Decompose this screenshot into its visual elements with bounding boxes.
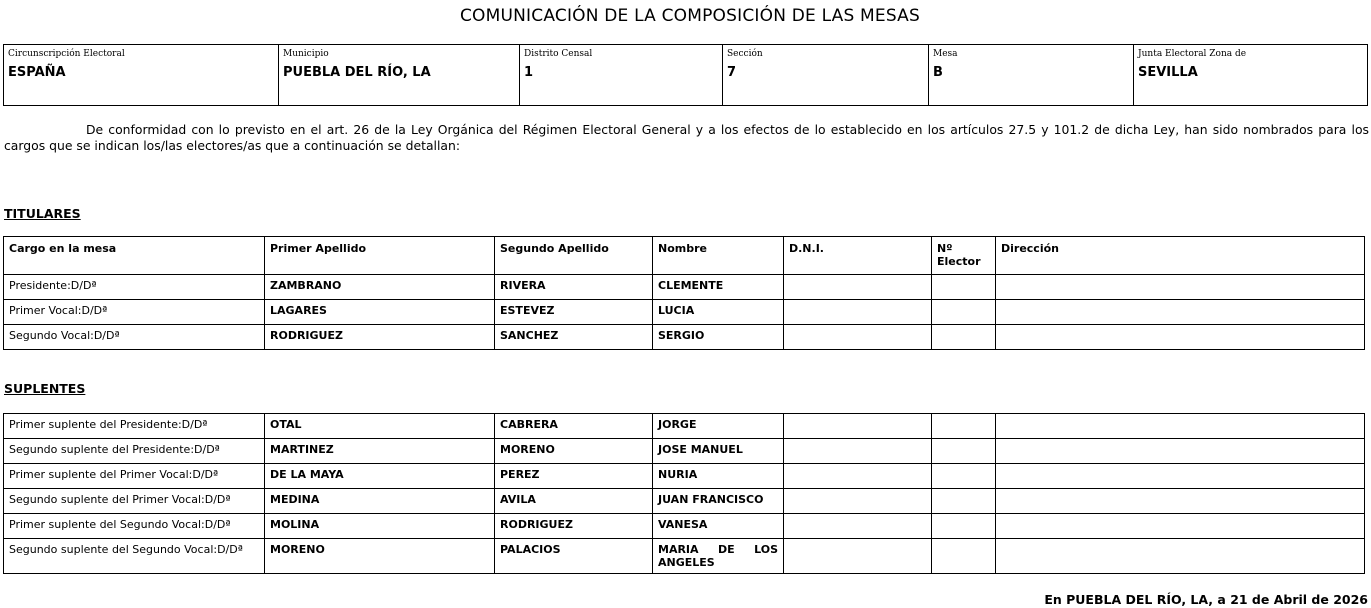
cargo-cell: Primer suplente del Primer Vocal:D/Dª	[4, 464, 265, 489]
ap1-cell: OTAL	[265, 414, 495, 439]
footer-date-place: En PUEBLA DEL RÍO, LA, a 21 de Abril de 2026	[1044, 592, 1368, 607]
seccion-value: 7	[727, 65, 737, 80]
ap1-cell: MORENO	[265, 539, 495, 574]
nombre-cell: CLEMENTE	[653, 275, 784, 300]
elector-cell	[932, 325, 996, 350]
seccion-cell	[723, 45, 929, 106]
direccion-cell	[996, 414, 1365, 439]
titulares-header-row	[4, 237, 1365, 275]
direccion-cell	[996, 489, 1365, 514]
dni-cell	[784, 275, 932, 300]
nombre-cell: JUAN FRANCISCO	[653, 489, 784, 514]
nombre-cell: VANESA	[653, 514, 784, 539]
junta-label: Junta Electoral Zona de	[1138, 49, 1247, 59]
ap1-cell: MEDINA	[265, 489, 495, 514]
elector-cell	[932, 439, 996, 464]
col-elector-header: Nº Elector	[932, 237, 996, 275]
dni-cell	[784, 414, 932, 439]
mesa-cell	[929, 45, 1134, 106]
table-row	[4, 539, 1365, 574]
titulares-table	[3, 236, 1365, 350]
elector-cell	[932, 414, 996, 439]
cargo-cell: Presidente:D/Dª	[4, 275, 265, 300]
direccion-cell	[996, 539, 1365, 574]
direccion-cell	[996, 514, 1365, 539]
ap1-cell: ZAMBRANO	[265, 275, 495, 300]
nombre-cell: LUCIA	[653, 300, 784, 325]
junta-value: SEVILLA	[1138, 65, 1198, 80]
cargo-cell: Primer Vocal:D/Dª	[4, 300, 265, 325]
elector-cell	[932, 464, 996, 489]
table-row	[4, 464, 1365, 489]
table-row	[4, 300, 1365, 325]
header-table	[3, 44, 1368, 106]
cargo-cell: Primer suplente del Segundo Vocal:D/Dª	[4, 514, 265, 539]
dni-cell	[784, 439, 932, 464]
dni-cell	[784, 325, 932, 350]
ap2-cell: CABRERA	[495, 414, 653, 439]
elector-cell	[932, 514, 996, 539]
intro-paragraph	[4, 122, 1369, 154]
nombre-cell: SERGIO	[653, 325, 784, 350]
direccion-cell	[996, 300, 1365, 325]
page-title: COMUNICACIÓN DE LA COMPOSICIÓN DE LAS MESAS	[459, 6, 920, 26]
circunscripcion-cell	[4, 45, 279, 106]
ap1-cell: MARTINEZ	[265, 439, 495, 464]
nombre-cell: JORGE	[653, 414, 784, 439]
table-row	[4, 325, 1365, 350]
junta-cell	[1134, 45, 1368, 106]
dni-cell	[784, 514, 932, 539]
col-ap2-header: Segundo Apellido	[495, 237, 653, 275]
ap2-cell: AVILA	[495, 489, 653, 514]
table-row	[4, 275, 1365, 300]
ap1-cell: MOLINA	[265, 514, 495, 539]
ap2-cell: PALACIOS	[495, 539, 653, 574]
table-row	[4, 514, 1365, 539]
titulares-heading: TITULARES	[4, 206, 81, 221]
nombre-cell: NURIA	[653, 464, 784, 489]
suplentes-table	[3, 413, 1365, 574]
distrito-value: 1	[524, 65, 534, 80]
ap1-cell: RODRIGUEZ	[265, 325, 495, 350]
distrito-label: Distrito Censal	[524, 49, 593, 59]
ap1-cell: LAGARES	[265, 300, 495, 325]
nombre-cell: MARIA DE LOS ANGELES	[653, 539, 784, 574]
cargo-cell: Segundo suplente del Primer Vocal:D/Dª	[4, 489, 265, 514]
municipio-label: Municipio	[283, 49, 329, 59]
table-row	[4, 489, 1365, 514]
dni-cell	[784, 539, 932, 574]
direccion-cell	[996, 325, 1365, 350]
ap2-cell: RODRIGUEZ	[495, 514, 653, 539]
seccion-label: Sección	[727, 49, 763, 59]
elector-cell	[932, 275, 996, 300]
mesa-value: B	[933, 65, 943, 80]
ap2-cell: PEREZ	[495, 464, 653, 489]
ap2-cell: SANCHEZ	[495, 325, 653, 350]
dni-cell	[784, 489, 932, 514]
cargo-cell: Primer suplente del Presidente:D/Dª	[4, 414, 265, 439]
elector-cell	[932, 489, 996, 514]
ap2-cell: ESTEVEZ	[495, 300, 653, 325]
col-ap1-header: Primer Apellido	[265, 237, 495, 275]
direccion-cell	[996, 439, 1365, 464]
cargo-cell: Segundo suplente del Segundo Vocal:D/Dª	[4, 539, 265, 574]
cargo-cell: Segundo Vocal:D/Dª	[4, 325, 265, 350]
ap2-cell: RIVERA	[495, 275, 653, 300]
table-row	[4, 414, 1365, 439]
col-nombre-header: Nombre	[653, 237, 784, 275]
cargo-cell: Segundo suplente del Presidente:D/Dª	[4, 439, 265, 464]
mesa-label: Mesa	[933, 49, 958, 59]
municipio-value: PUEBLA DEL RÍO, LA	[283, 65, 431, 80]
elector-cell	[932, 300, 996, 325]
table-row	[4, 439, 1365, 464]
ap2-cell: MORENO	[495, 439, 653, 464]
col-cargo-header: Cargo en la mesa	[4, 237, 265, 275]
municipio-cell	[279, 45, 520, 106]
distrito-cell	[520, 45, 723, 106]
circunscripcion-value: ESPAÑA	[8, 65, 66, 80]
suplentes-heading: SUPLENTES	[4, 381, 86, 396]
dni-cell	[784, 464, 932, 489]
direccion-cell	[996, 464, 1365, 489]
intro-text: De conformidad con lo previsto en el art. 26 de la Ley Orgánica del Régimen Electoral General y a los efectos de lo establecido en los artículos 27.5 y 101.2 de dicha Ley, han sido nombrados para los cargos que se indican los/las electores/as que a continuación se detallan:	[4, 122, 1369, 153]
circunscripcion-label: Circunscripción Electoral	[8, 49, 125, 59]
nombre-cell: JOSE MANUEL	[653, 439, 784, 464]
col-dni-header: D.N.I.	[784, 237, 932, 275]
direccion-cell	[996, 275, 1365, 300]
elector-cell	[932, 539, 996, 574]
dni-cell	[784, 300, 932, 325]
col-direccion-header: Dirección	[996, 237, 1365, 275]
ap1-cell: DE LA MAYA	[265, 464, 495, 489]
